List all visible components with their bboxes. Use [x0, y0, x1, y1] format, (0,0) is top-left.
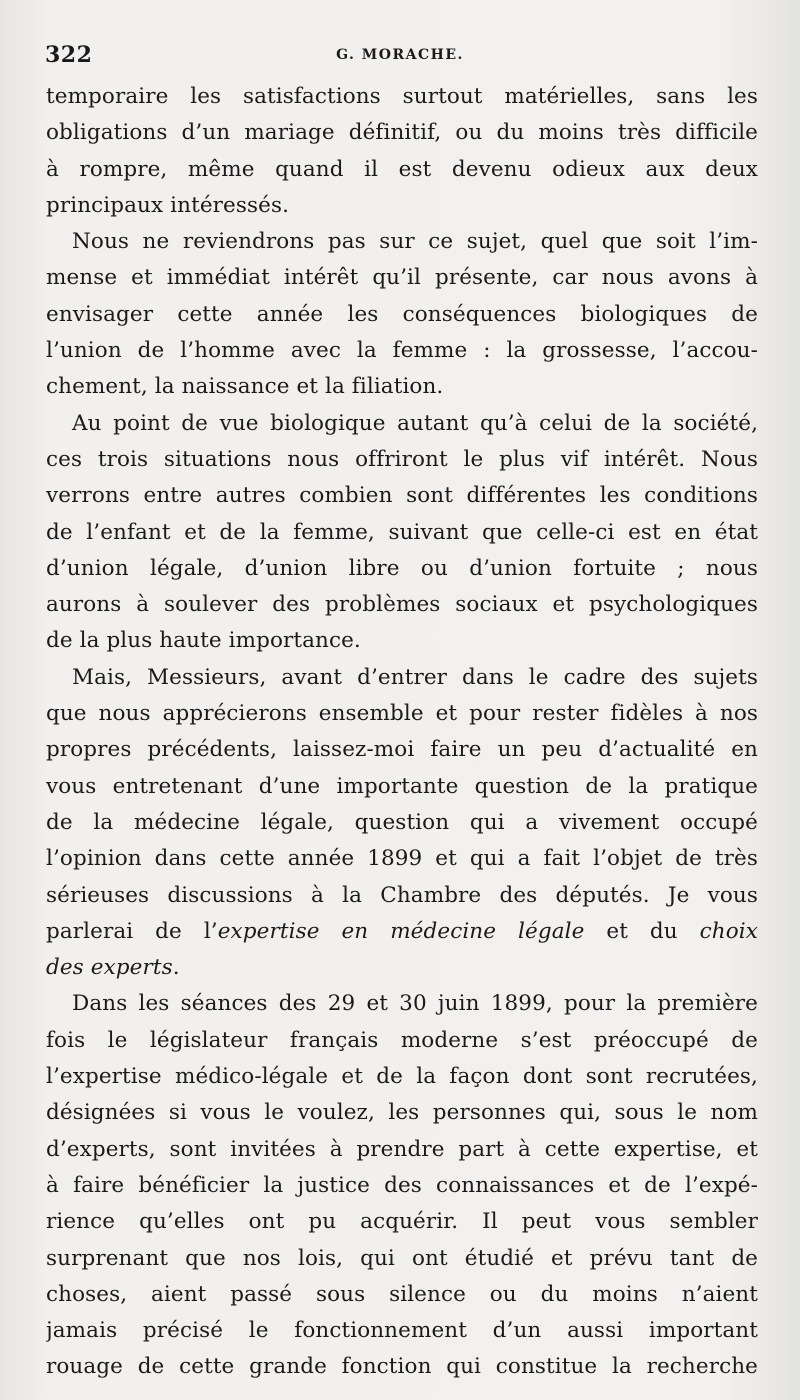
paragraph-start: Au point de vue biologique autant qu’à celui de la société,: [72, 410, 758, 436]
italic-segment: expertise en médecine légale: [217, 918, 585, 944]
text-line: de la médecine légale, question qui a vivement occupé: [46, 809, 758, 835]
text-line: de l’enfant et de la femme, suivant que celle-ci est en état: [46, 519, 758, 545]
text-line: désignées si vous le voulez, les personnes qui, sous le nom: [46, 1100, 758, 1126]
page-number: 322: [45, 42, 93, 68]
text-segment: .: [172, 955, 180, 981]
text-line: rience qu’elles ont pu acquérir. Il peut vous sembler: [46, 1209, 758, 1235]
text-segment: et du: [584, 918, 700, 944]
text-line-with-italics: [46, 914, 758, 950]
running-head: G. MORACHE.: [336, 47, 464, 63]
text-line: propres précédents, laissez-moi faire un peu d’actualité en: [46, 737, 758, 763]
italic-segment: choix: [699, 918, 758, 944]
paragraph-start: Mais, Messieurs, avant d’entrer dans le cadre des sujets: [72, 664, 758, 690]
text-line: d’experts, sont invitées à prendre part à cette expertise, et: [46, 1136, 758, 1162]
text-line: d’union légale, d’union libre ou d’union fortuite ; nous: [46, 555, 758, 581]
text-line: envisager cette année les conséquences biologiques de: [46, 301, 758, 327]
text-line: rouage de cette grande fonction qui constitue la recherche: [46, 1354, 758, 1380]
text-line: choses, aient passé sous silence ou du moins n’aient: [46, 1281, 758, 1307]
paragraph-start: Dans les séances des 29 et 30 juin 1899, pour la première: [72, 991, 758, 1017]
text-line: aurons à soulever des problèmes sociaux et psychologiques: [46, 592, 758, 618]
text-line: sérieuses discussions à la Chambre des députés. Je vous: [46, 882, 758, 908]
text-line: temporaire les satisfactions surtout matérielles, sans les: [46, 84, 758, 109]
text-line-with-italics: [46, 950, 758, 986]
text-line: verrons entre autres combien sont différentes les conditions: [46, 483, 758, 509]
text-line: jamais précisé le fonctionnement d’un aussi important: [46, 1318, 758, 1344]
text-line: fois le législateur français moderne s’est préoccupé de: [46, 1027, 758, 1053]
text-segment: parlerai de l’: [46, 918, 218, 944]
text-line: à faire bénéficier la justice des connaissances et de l’expé-: [46, 1172, 758, 1198]
text-line: principaux intéressés.: [46, 192, 290, 218]
text-line: obligations d’un mariage définitif, ou du moins très difficile: [46, 120, 758, 146]
text-line: vous entretenant d’une importante question de la pratique: [46, 773, 758, 799]
text-line: l’expertise médico-légale et de la façon dont sont recrutées,: [46, 1064, 758, 1090]
italic-segment: des experts: [46, 955, 173, 981]
text-line: que nous apprécierons ensemble et pour rester fidèles à nos: [46, 701, 758, 727]
text-line: chement, la naissance et la filiation.: [46, 374, 444, 400]
text-line: surprenant que nos lois, qui ont étudié et prévu tant de: [46, 1245, 758, 1271]
page-header: [45, 42, 755, 72]
body-text: [46, 79, 758, 1386]
text-line: l’union de l’homme avec la femme : la grossesse, l’accou-: [46, 338, 758, 364]
paragraph-start: Nous ne reviendrons pas sur ce sujet, quel que soit l’im-: [72, 229, 758, 255]
text-line: l’opinion dans cette année 1899 et qui a fait l’objet de très: [46, 846, 758, 872]
text-line: ces trois situations nous offriront le plus vif intérêt. Nous: [46, 446, 758, 472]
text-line: mense et immédiat intérêt qu’il présente, car nous avons à: [46, 265, 758, 291]
text-line: de la plus haute importance.: [46, 628, 361, 654]
text-line: à rompre, même quand il est devenu odieux aux deux: [46, 156, 758, 182]
